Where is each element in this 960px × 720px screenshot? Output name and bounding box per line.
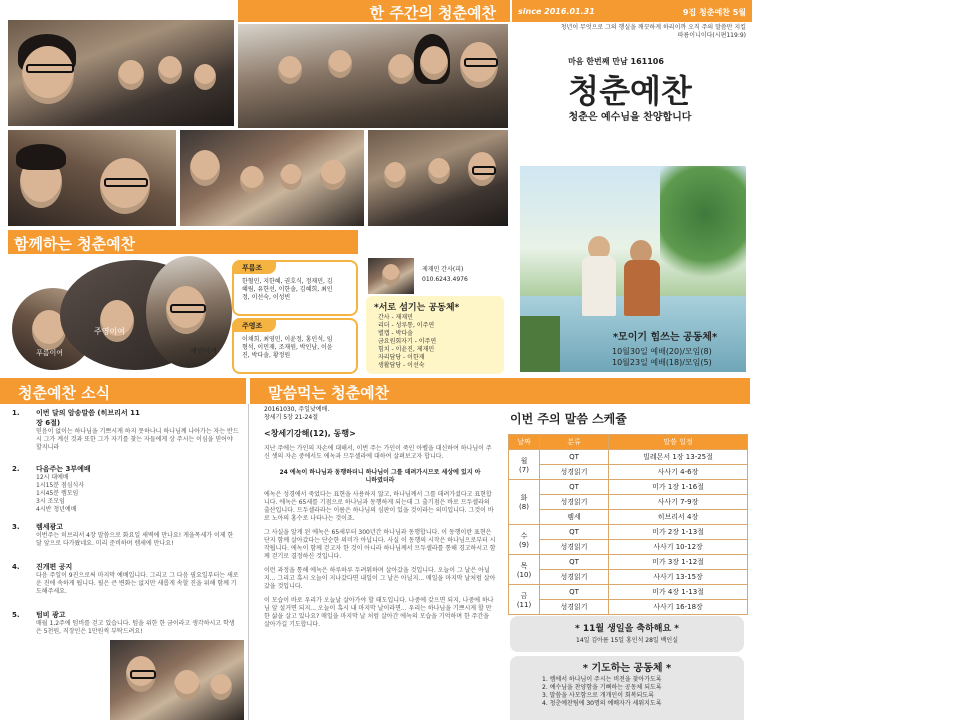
- date-label: (10): [516, 570, 532, 579]
- prayer-item: 3. 말씀을 사모함으로 개개인이 회복되도록: [542, 692, 654, 699]
- schedule-header-date: 날짜: [509, 435, 540, 450]
- photo-caption-2: 주영이여: [94, 327, 125, 336]
- table-row: [509, 585, 748, 600]
- attendance-1: 10월30일 예배(20)/모임(8): [612, 347, 712, 356]
- community-list: [378, 314, 436, 370]
- news-item-num: 4.: [12, 563, 20, 571]
- together-title-bar: [8, 230, 358, 254]
- community-item: 리더 - 성루통, 이주연: [378, 322, 435, 329]
- news-photo: [110, 640, 244, 720]
- schedule-title: 이번 주의 말씀 스케쥴: [510, 412, 627, 426]
- group1-members: 한혈민, 지한혜, 권호식, 정재민, 김혜림, 유한선, 이한솔, 김혜희, 최인정, 이선숙, 이성빈: [242, 278, 333, 301]
- since-label: since 2016.01.31: [518, 7, 595, 16]
- sermon-date: 20161030, 주일낮예배.: [264, 406, 330, 413]
- plan-cell: 미가 1장 1-16절: [609, 480, 748, 495]
- meeting-label: 마음 한번째 만남 161106: [568, 57, 664, 66]
- news-item-title: 이번 달의 암송말씀 (히브리서 11장 6절): [36, 409, 140, 427]
- table-row: [509, 450, 748, 465]
- schedule-header-plan: 말씀 일정: [609, 435, 748, 450]
- group2-members: 이채희, 최영민, 이윤정, 홍인석, 임형석, 이민재, 조재원, 박인남, 이윤진, 박다솔, 황정원: [242, 336, 333, 359]
- table-row: [509, 540, 748, 555]
- news-item-num: 1.: [12, 409, 20, 417]
- sermon-body: [264, 406, 496, 629]
- news-item: [12, 408, 242, 464]
- group2-label: 주영조: [242, 322, 263, 330]
- table-row: [509, 480, 748, 495]
- attendance-2: 10월23일 예배(18)/모임(5): [612, 358, 712, 367]
- news-item-body: 매월 1,2주에 텀비를 걷고 있습니다. 텀을 위한 한 금이라고 생각하시고 학생은 5천원, 직장인은 1만원씩 부탁드려요!: [36, 620, 235, 635]
- news-item: [12, 562, 242, 610]
- news-item-title: 다음주는 3부예배: [36, 465, 91, 473]
- news-title: 청춘예찬 소식: [18, 384, 111, 402]
- type-cell: 성경읽기: [540, 570, 609, 585]
- issue-label: 9집 청춘예찬 5월: [682, 8, 746, 17]
- day-cell: [509, 450, 540, 480]
- type-cell: 성경읽기: [540, 495, 609, 510]
- prayer-card: [510, 656, 744, 720]
- plan-cell: 빌레몬서 1장 13-25절: [609, 450, 748, 465]
- main-title: 청춘예찬: [568, 72, 692, 110]
- birthday-card: [510, 616, 744, 652]
- news-item: [12, 464, 242, 522]
- group-photo-5: [368, 130, 508, 226]
- news-item-num: 3.: [12, 523, 20, 531]
- sermon-paragraph: 그 사실을 알게 된 에녹은 65세부터 300년간 하나님과 동행합니다. 이 동행이란 표현은 단지 함께 살아갔다는 단순한 의미가 아닙니다. 사실 이 동행의 시작은 하나님으로부터 시작됩니다. 에녹이 함께 걷고자 한 것이 아니라 하나님께서 므두셀라를 통해 경고하시고 함께 걷기로 결정하신 것입니다.: [264, 529, 496, 560]
- news-item-title: 진개편 공지: [36, 563, 73, 571]
- community-title: *서로 섬기는 공동체*: [374, 303, 460, 313]
- group-photo-1: [8, 20, 234, 126]
- news-item-body: 이번주는 히브리서 4장 말씀으로 화요일 새벽에 만나요! 게을목세가 이제 한 달 앞으로 다가왔네요. 미리 준비하며 렘세에 만나요!: [36, 532, 234, 547]
- prayer-item: 4. 청춘예찬팀에 30명의 예배자가 세워지도록: [542, 700, 662, 707]
- schedule-header-type: 분류: [540, 435, 609, 450]
- day-cell: [509, 585, 540, 615]
- group-photo-3: [8, 130, 176, 226]
- news-item-body: 믿음이 없이는 하나님을 기쁘시게 하지 못하나니 하나님께 나아가는 자는 반드시 그가 계신 것과 또한 그가 자기를 찾는 자들에게 상 주시는 이심을 믿어야 할지니라: [36, 428, 239, 451]
- birthday-names: 14일 김아름 15일 홍인석 28일 백인실: [576, 637, 678, 644]
- news-title-bar: [0, 378, 246, 404]
- day-cell: [509, 480, 540, 525]
- news-item: [12, 522, 242, 562]
- gather-title: *모이기 힘쓰는 공동체*: [612, 332, 718, 343]
- sermon-paragraph: 에녹은 성경에서 죽었다는 표현을 사용하지 않고, 하나님께서 그를 데려가셨다고 표현합니다. 에녹은 65세를 기점으로 하나님과 동행하게 되는데 그 출기점은 바로 므두셀라의 출산입니다. 므두셀라라는 이름은 하나님의 심판이 있을 것이라는 의미입니다. 그것이 바로 노아의 홍수로 나타나는 것이죠.: [264, 491, 494, 522]
- table-row: [509, 555, 748, 570]
- day-label: 수: [520, 531, 528, 540]
- group1-box: [232, 260, 358, 316]
- type-cell: QT: [540, 450, 609, 465]
- day-cell: [509, 525, 540, 555]
- table-row: [509, 570, 748, 585]
- news-item-title: 렘세광고: [36, 523, 64, 531]
- type-cell: QT: [540, 480, 609, 495]
- birthday-title: * 11월 생일을 축하해요 *: [574, 624, 680, 634]
- sermon-paragraph: 이 모습이 바로 우리가 오늘날 살아가야 할 태도입니다. 나중에 갖으면 되지, 나중에 하나님 앞 설거면 되지... 오늘이 혹시 내 마지막 날이라면... 우리는 하나님을 기쁘시게 할 만한 삶을 살고 있나요? 매일을 마지막 날 처럼 살아간 에녹의 모습을 기억하며 한 주간을 살아가길 기도합니다.: [264, 597, 494, 628]
- date-label: (8): [519, 503, 529, 511]
- table-row: [509, 600, 748, 615]
- schedule-table: [508, 434, 748, 615]
- prayer-title-text: 기도하는 공동체: [591, 663, 663, 674]
- plan-cell: 사사기 10-12장: [609, 540, 748, 555]
- day-cell: [509, 555, 540, 585]
- sermon-paragraph: 이런 과정을 통해 에녹은 하루하루 두려워하며 살아갔을 것입니다. 오늘이 그 날은 아닐지... 그리고 혹시 오늘이 지나갔다면 내일이 그 날은 아닐지... 매일을 마지막 날처럼 살아갔을 것입니다.: [264, 567, 496, 590]
- plan-cell: 미가 3장 1-12절: [609, 555, 748, 570]
- type-cell: QT: [540, 585, 609, 600]
- type-cell: 성경읽기: [540, 600, 609, 615]
- plan-cell: 미가 2장 1-13절: [609, 525, 748, 540]
- subtitle: 청춘은 예수님을 찬양합니다: [568, 112, 692, 123]
- day-label: 월: [520, 456, 528, 465]
- date-label: (9): [519, 540, 529, 549]
- type-cell: QT: [540, 555, 609, 570]
- birthday-title-text: 11월 생일을 축하해요: [582, 624, 672, 634]
- community-item: 별캡 - 박다솔: [378, 330, 413, 337]
- together-photo-3: [146, 256, 232, 368]
- table-row: [509, 495, 748, 510]
- day-label: 금: [520, 591, 528, 600]
- photo-caption-3: 예민이여: [190, 347, 218, 355]
- table-row: [509, 510, 748, 525]
- sermon-title-bar: [250, 378, 750, 404]
- plan-cell: 사사기 4-6장: [609, 465, 748, 480]
- sermon-paragraph: 지난 주에는 가인의 자손에 대해서, 이번 주는 가인이 죽인 아벨을 대신하여 하나님이 주신 셋의 자손 중에서도 에녹과 므두셀라에 대하여 살펴보고자 합니다.: [264, 445, 492, 460]
- community-title-text: 서로 섬기는 공동체: [378, 303, 455, 313]
- prayer-item: 2. 예수님을 찬양함을 기뻐하는 공동체 되도록: [542, 684, 662, 691]
- news-list: [12, 408, 242, 646]
- plan-cell: 사사기 16-18장: [609, 600, 748, 615]
- plan-cell: 히브리서 4장: [609, 510, 748, 525]
- weekly-title-bar: [238, 0, 510, 22]
- table-row: [509, 465, 748, 480]
- prayer-title: * 기도하는 공동체 *: [582, 663, 672, 674]
- weekly-title: 한 주간의 청춘예찬: [369, 4, 496, 22]
- type-cell: 렘세: [540, 510, 609, 525]
- community-item: 생활담당 - 이선숙: [378, 362, 425, 369]
- together-title: 함께하는 청춘예찬: [14, 235, 136, 253]
- plan-cell: 사사기 7-9장: [609, 495, 748, 510]
- group2-box: [232, 318, 358, 374]
- day-label: 화: [520, 494, 528, 502]
- cover-verse: 청년이 무엇으로 그의 행실을 깨끗하게 하리이까 오직 주의 말씀만 지킬 따름이니이다(시편119:9): [560, 24, 746, 39]
- community-item: 간사 - 제재민: [378, 314, 413, 321]
- sermon-verse-ref: 창세기 5장 21-24절: [264, 414, 319, 421]
- type-cell: QT: [540, 525, 609, 540]
- news-item-num: 2.: [12, 465, 20, 473]
- news-item-body: 다음 주일이 9진으로써 마지막 예배입니다. 그리고 그 다음 필요일부터는 새로운 진에 속하게 됩니다. 필은 큰 변화는 없지만 새롭게 속할 진을 위해 함께 기도해주세요.: [36, 572, 239, 595]
- community-item: 힘치 - 이윤진, 제재민: [378, 346, 435, 353]
- type-cell: 성경읽기: [540, 465, 609, 480]
- type-cell: 성경읽기: [540, 540, 609, 555]
- leader-name: 제재민 간사(피): [422, 266, 464, 273]
- sermon-heading: <창세기강해(12), 동행>: [264, 429, 356, 438]
- leader-phone: 010.6243.4976: [422, 276, 468, 283]
- group-photo-2: [238, 24, 508, 128]
- plan-cell: 미가 4장 1-13절: [609, 585, 748, 600]
- plan-cell: 사사기 13-15장: [609, 570, 748, 585]
- date-label: (11): [516, 600, 532, 609]
- group1-label: 푸름조: [242, 264, 263, 272]
- news-item-num: 5.: [12, 611, 20, 619]
- prayer-list: [542, 676, 662, 708]
- news-item-body: 12시 대예배 1시15분 점심식사 1시45분 렘모임 3시 조모임 4시반 청년예배: [36, 474, 85, 513]
- community-item: 금요원회자기 - 이주연: [378, 338, 437, 345]
- table-row: [509, 525, 748, 540]
- leader-photo: [368, 258, 414, 294]
- day-label: 목: [520, 561, 528, 570]
- community-item: 자리담당 - 이한재: [378, 354, 425, 361]
- prayer-item: 1. 렘에서 하나님이 주시는 비전을 찾아가도록: [542, 676, 662, 683]
- issue-bar: [512, 0, 752, 22]
- gather-title-text: 모이기 힘쓰는 공동체: [618, 332, 712, 343]
- news-item-title: 텀비 광고: [36, 611, 66, 619]
- date-label: (7): [519, 465, 529, 474]
- sermon-quote: 24 에녹이 하나님과 동행하더니 하나님이 그를 데려가시므로 세상에 있지 아니하였더라: [279, 469, 481, 484]
- group-photo-4: [180, 130, 364, 226]
- sermon-title: 말씀먹는 청춘예찬: [268, 384, 390, 402]
- column-divider: [248, 404, 249, 720]
- community-box: [366, 296, 504, 374]
- photo-caption-1: 푸름이여: [36, 349, 64, 357]
